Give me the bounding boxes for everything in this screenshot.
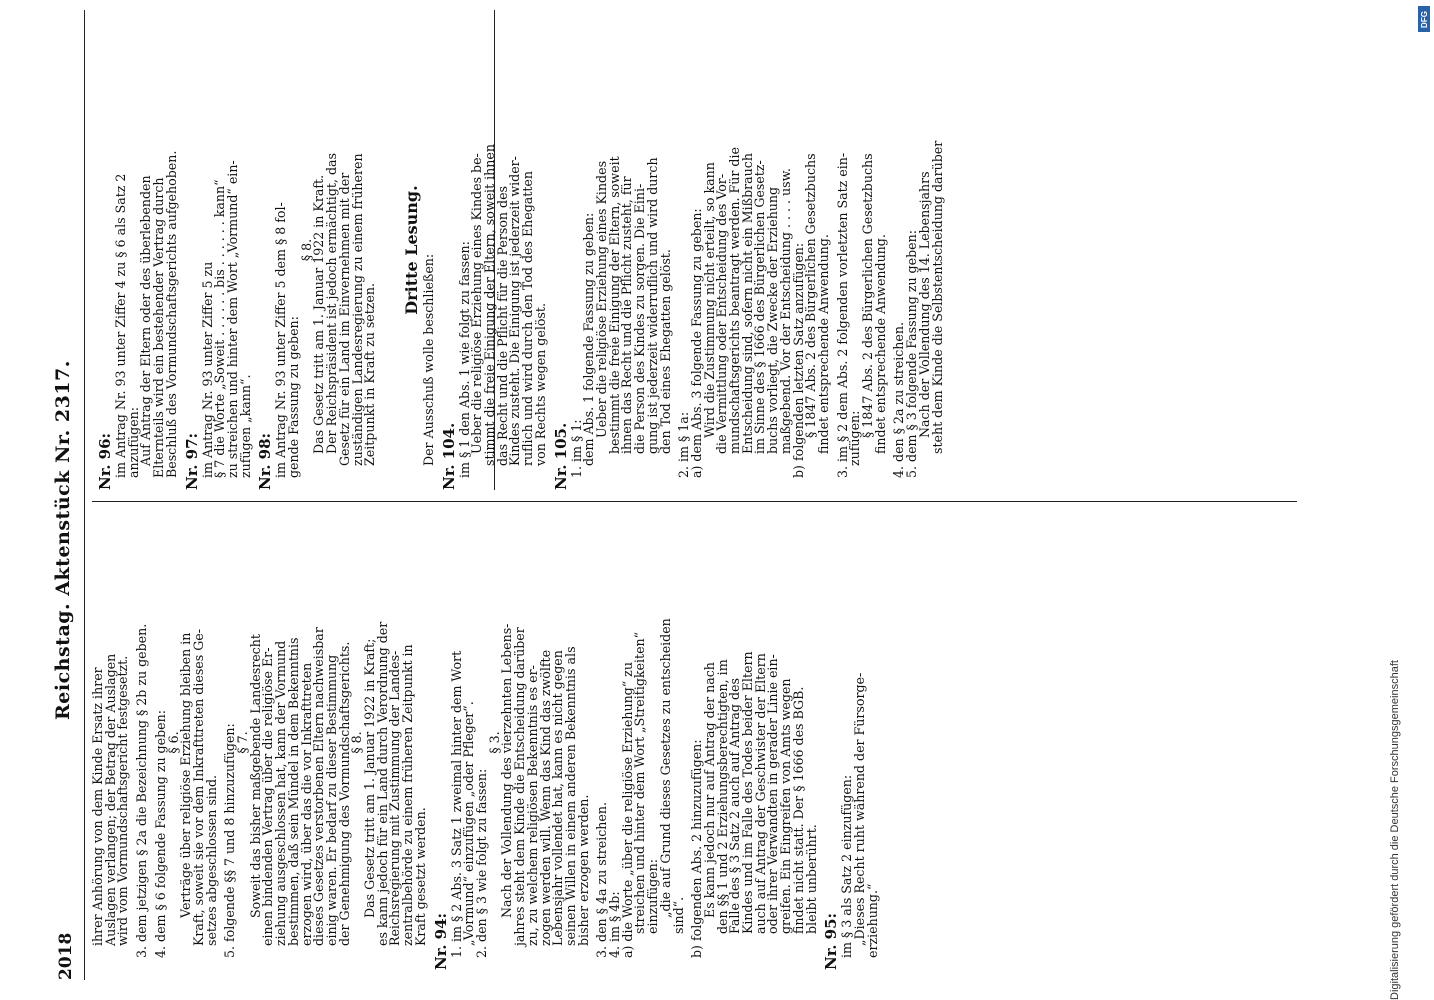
motion-number-97: Nr. 97: [182,432,201,490]
motion-number-98: Nr. 98: [256,432,275,490]
text-line: b) folgenden Abs. 2 hinzuzufügen: [689,739,705,958]
text-line: im Antrag Nr. 93 unter Ziffer 5 dem § 8 fol- [273,202,289,478]
text-line: § 7 die Worte „Soweit . . . . . . bis . . . . . . kann“ [212,179,228,478]
text-line: Das Gesetz tritt am 1. Januar 1922 in Kraft. [311,174,327,454]
text-line: 3. den § 4a zu streichen. [594,802,610,958]
text-line: Ueber die religiöse Erziehung eines Kindes be- [469,153,485,454]
paragraph-heading: § 8. [349,731,365,754]
text-line: § 1847 Abs. 2 des Bürgerlichen Gesetzbuchs [860,153,876,438]
text-line: Beschluß des Vormundschaftsgerichts aufgehoben. [163,150,179,478]
text-line: Ueber die religiöse Erziehung eines Kindes [593,160,609,438]
text-line: Falle des § 3 Satz 2 auch auf Antrag des [727,678,743,934]
text-line: 3. dem jetzigen § 2a die Bezeichnung § 2b zu geben. [134,623,150,958]
text-line: findet entsprechende Anwendung. [872,234,888,454]
motion-number-96: Nr. 96: [96,432,114,490]
text-line: dem Abs. 1 folgende Fassung zu geben: [581,212,597,466]
text-line: § 1847 Abs. 2 des Bürgerlichen Gesetzbuchs [803,153,819,438]
text-line: Lebensjahr vollendet hat, kann es nicht gegen [550,650,566,946]
text-line: ruflich und wird durch den Tod des Ehegatten [520,171,536,466]
text-line: das Recht und die Pflicht für die Person des [494,185,510,466]
text-line: im Sinne des § 1666 des Bürgerlichen Gesetz- [752,160,768,454]
text-line: gende Fassung zu geben: [286,316,302,478]
text-line: Der Reichspräsident ist jedoch ermächtigt, das [324,153,340,454]
text-line: den §§ 1 und 2 Erziehungsberechtigten, im [714,659,730,934]
text-line: 4. dem § 6 folgende Fassung zu geben: [152,710,168,958]
text-line: Entscheidung sind, sofern nicht ein Mißbrauch [739,153,755,454]
text-line: Zeitpunkt in Kraft zu setzen. [362,282,378,466]
text-line: 2. den § 3 wie folgt zu fassen: [473,768,489,958]
text-line: Kraft gesetzt werden. [412,807,428,946]
text-line: zu, zu welchem religiösen Bekenntnis es er- [524,665,540,946]
text-line: zu streichen und hinter dem Wort „Vormund“ ein- [224,160,240,478]
running-header [50,10,84,980]
motion-number-105: Nr. 105. [551,422,570,490]
text-line: Das Gesetz tritt am 1. Januar 1922 in Kraft; [362,638,378,918]
text-line: Nach der Vollendung des vierzehnten Lebens- [499,623,515,918]
text-line: der Genehmigung des Vormundschaftsgerichts. [336,641,352,946]
text-line: Kindes und im Falle des Todes beider Eltern [740,651,756,934]
text-line: zuständigen Landesregierung zu einem früheren [349,153,365,466]
dfg-logo [1418,6,1430,32]
text-line: auch auf Antrag der Geschwister der Eltern [752,653,768,934]
text-line: 1. im § 1: [568,419,584,478]
text-line: Wird die Zustimmung nicht erteilt, so kann [701,162,717,438]
text-line: sind“. [670,896,686,934]
text-line: bestimmt die freie Einigung der Eltern, soweit [606,156,622,454]
text-line: zufügen: [847,410,863,466]
text-line: mundschaftsgerichts beantragt werden. Für die [727,147,743,454]
motion-number-104: Nr. 104. [439,422,458,490]
text-line: Kraft, soweit sie vor dem Inkrafttreten dieses Ge- [190,629,206,946]
text-line: zogen werden will. Wenn das Kind das zwölfte [537,649,553,946]
text-line: 5. folgende §§ 7 und 8 hinzuzufügen: [222,723,238,958]
text-line: bestimmen, daß sein Mündel in dem Bekenntnis [285,637,301,946]
paragraph-heading: § 6. [165,731,181,754]
text-line: Elternteils wird ein bestehender Vertrag durch [151,177,167,478]
text-line: einen bindenden Vertrag über die religiöse Er- [260,647,276,946]
text-line: anzufügen: [125,406,141,478]
text-line: „Dieses Recht ruht während der Fürsorge- [851,672,867,946]
text-line: Gesetz für ein Land im Einvernehmen mit der [336,172,352,466]
text-line: Reichsregierung mit Zustimmung der Landes- [387,650,403,946]
text-line: oder ihrer Verwandten in gerader Linie ein- [765,654,781,934]
text-line: Kindes zusteht. Die Einigung ist jederzeit wider- [507,156,523,466]
section-title: Dritte Lesung. [401,185,421,315]
text-line: Auslagen verlangen; der Betrag der Auslagen [102,653,118,946]
text-line: Der Ausschuß wolle beschließen: [420,253,436,466]
text-line: setzes abgeschlossen sind. [203,774,219,946]
digitization-credit: Digitalisierung gefördert durch die Deutsche Forschungsgemeinschaft [1389,660,1401,1000]
text-line: greifen. Ein Eingreifen von Amts wegen [778,678,794,934]
text-line: findet nicht statt. Der § 1666 des BGB. [790,686,806,934]
header-title: Reichstag. Aktenstück Nr. 2317. [52,360,74,720]
text-line: Soweit das bisher maßgebende Landesrecht [247,634,263,918]
text-line: b) folgenden letzten Satz anzufügen: [790,242,806,478]
text-line: ziehung ausgeschlossen hat, kann der Vormund [273,640,289,946]
text-line: es kann jedoch für ein Land durch Verordnung der [374,621,390,946]
text-line: von Rechts wegen gelöst. [532,303,548,466]
text-line: „Vormund“ einzufügen „oder Pfleger“. [461,701,477,946]
text-line: im Antrag Nr. 93 unter Ziffer 5 zu [199,261,215,478]
text-line: dieses Gesetzes verstorbenen Eltern nachweisbar [311,627,327,946]
motion-number-94: Nr. 94: [431,912,450,970]
text-line: 4. im § 4b: [607,891,623,958]
text-line: „die auf Grund dieses Gesetzes zu entscheiden [657,618,673,918]
text-line: maßgebend. Vor der Entscheidung . . . . usw. [777,168,793,454]
text-line: die Person des Kindes zu sorgen. Die Eini- [632,183,648,454]
text-line: buchs vorliegt, die Zwecke der Erziehung [765,186,781,454]
text-line: a) die Worte „über die religiöse Erziehung“ zu [619,662,635,958]
text-line: ihnen das Recht und die Pflicht zusteht, für [619,176,635,454]
text-line: seinen Willen in einem anderen Bekenntnis als [562,646,578,946]
right-column [92,10,944,490]
text-line: a) dem Abs. 3 folgende Fassung zu geben: [688,208,704,478]
text-line: bisher erzogen werden. [575,794,591,946]
text-line: 3. im § 2 dem Abs. 2 folgenden vorletzten Satz ein- [834,152,850,478]
text-line: steht dem Kinde die Selbstentscheidung darüber [929,140,945,454]
text-line: Verträge über religiöse Erziehung bleiben in [178,632,194,918]
text-line: erziehung.“ [864,883,880,958]
text-line: 5. dem § 3 folgende Fassung zu geben: [904,230,920,478]
text-line: den Tod eines Ehegatten gelöst. [657,249,673,454]
column-divider [92,501,1297,502]
text-line: gung ist jederzeit widerruflich und wird durch [644,157,660,454]
text-line: Auf Antrag der Eltern oder des überlebenden [138,175,154,466]
text-line: 4. den § 2a zu streichen. [891,322,907,478]
page-number: 2018 [56,932,76,980]
text-line: stimmt die freie Einigung der Eltern, soweit ihnen [482,144,498,466]
text-line: einig waren. Er bedarf zu dieser Bestimmung [323,654,339,946]
text-line: im § 3 als Satz 2 einzufügen: [839,774,855,958]
text-line: wird vom Vormundschaftsgericht festgesetzt. [115,655,131,946]
text-line: 1. im § 2 Abs. 3 Satz 1 zweimal hinter dem Wort [448,650,464,958]
text-line: jahres steht dem Kinde die Entscheidung darüber [512,627,528,946]
text-line: Nach der Vollendung des 14. Lebensjahrs [916,171,932,438]
text-line: zentralbehörde zu einem früheren Zeitpunkt in [400,644,416,946]
dfg-logo-text: DFG [1419,10,1429,28]
header-rule [84,10,85,980]
motion-number-95: Nr. 95: [822,912,841,970]
text-line: bleibt unberührt. [803,824,819,934]
text-line: im Antrag Nr. 93 unter Ziffer 4 zu § 6 als Satz 2 [113,173,128,478]
left-column [92,515,879,970]
text-line: die Vermittlung oder Entscheidung des Vor- [714,173,730,454]
text-line: Es kann jedoch nur auf Antrag der nach [701,662,717,918]
paragraph-heading: § 8. [298,238,314,262]
text-line: 2. im § 1a: [676,411,692,478]
text-line: erzogen wird, über das die vor Inkrafttreten [298,662,314,946]
text-line: einzufügen: [645,859,661,934]
text-line: findet entsprechende Anwendung. [815,234,831,454]
text-line: zufügen „kann“. [237,374,253,478]
paragraph-heading: § 3. [486,731,502,754]
text-line: im § 1 den Abs. 1 wie folgt zu fassen: [456,241,472,478]
paragraph-heading: § 7. [235,731,251,754]
text-line: streichen und hinter dem Wort „Streitigkeiten“ [632,631,648,934]
text-line: ihrer Anhörung von dem Kinde Ersatz ihrer [90,667,105,946]
